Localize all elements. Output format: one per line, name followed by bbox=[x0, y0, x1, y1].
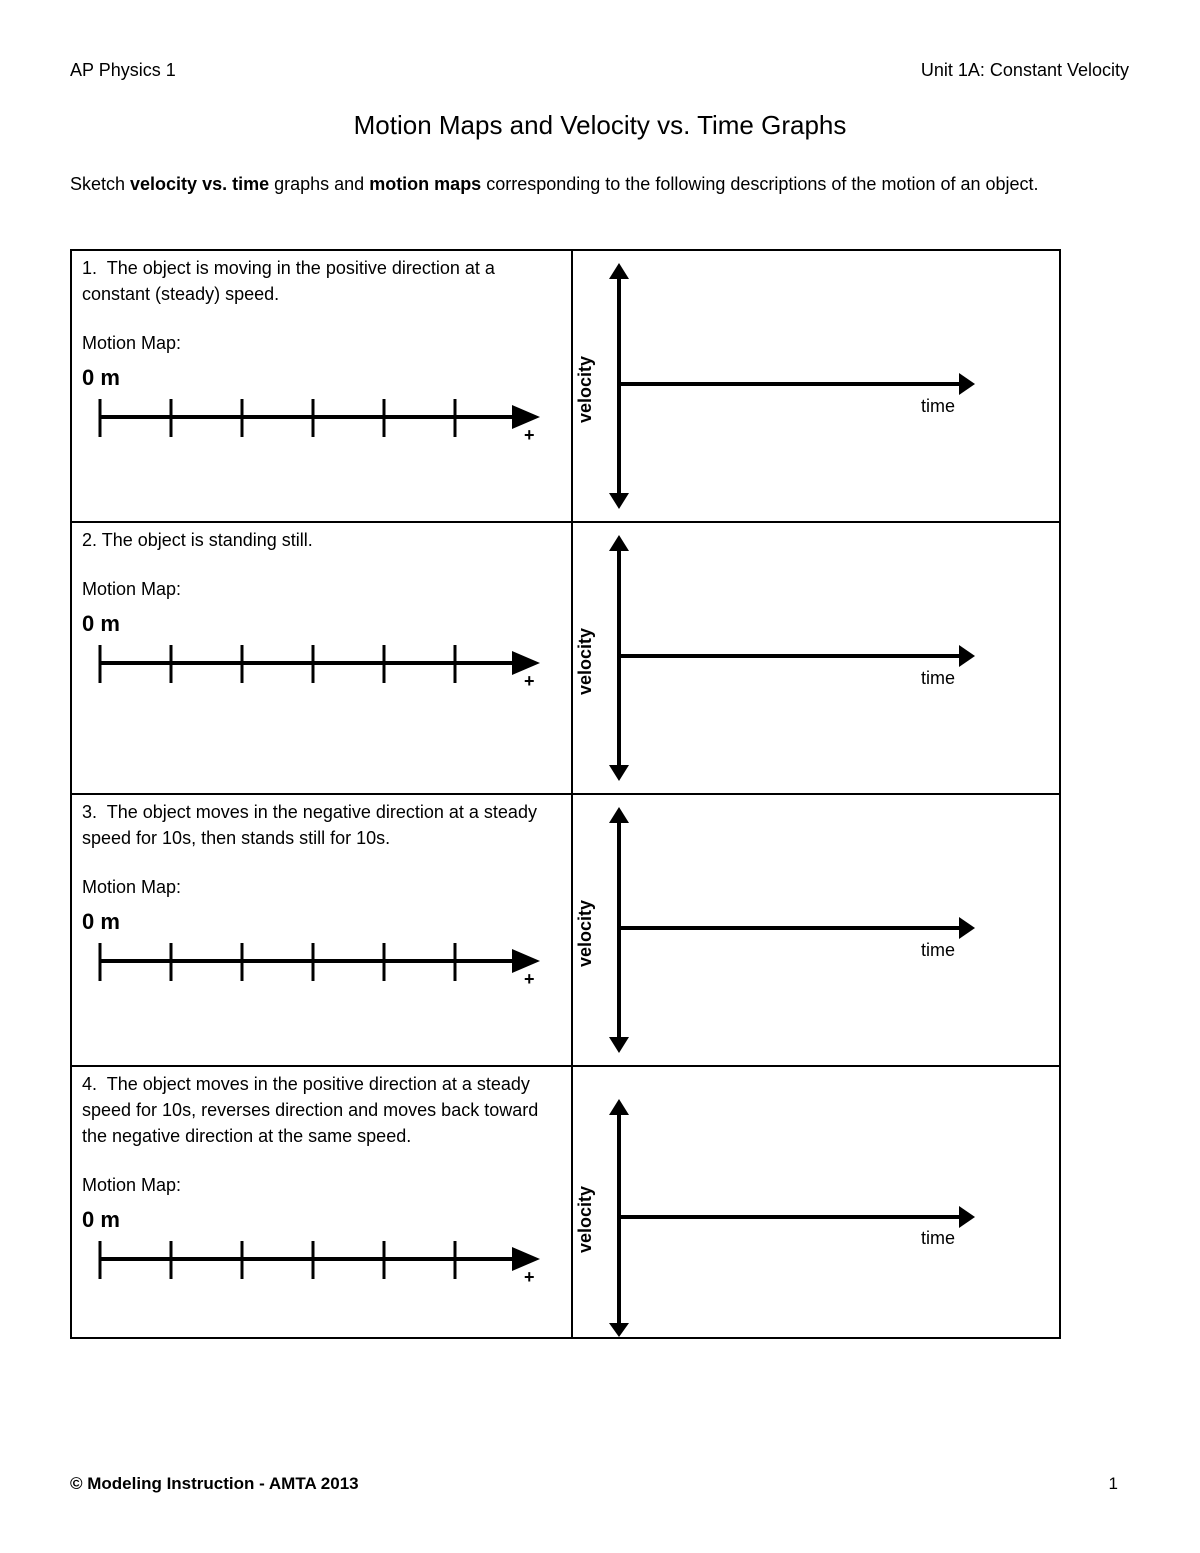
time-axis-label: time bbox=[920, 668, 955, 688]
problem-text: 4. The object moves in the positive direction at a steady speed for 10s, reverses direction and moves back toward the negative direction at the same speed. bbox=[82, 1074, 539, 1146]
problem-cell bbox=[71, 250, 572, 522]
problem-cell bbox=[71, 1066, 572, 1338]
origin-label: 0 m bbox=[82, 1207, 120, 1232]
motion-map-axis[interactable] bbox=[92, 641, 562, 691]
motion-map-label: Motion Map: bbox=[82, 877, 182, 897]
graph-cell[interactable] bbox=[572, 794, 1060, 1066]
velocity-axis-label: velocity bbox=[574, 627, 595, 695]
time-axis-label: time bbox=[920, 940, 955, 960]
graph-cell[interactable] bbox=[572, 1066, 1060, 1338]
positive-label: + bbox=[524, 1267, 535, 1287]
problem-cell bbox=[71, 522, 572, 794]
motion-map-label: Motion Map: bbox=[82, 333, 182, 353]
motion-map-axis[interactable] bbox=[92, 939, 562, 989]
problem-row bbox=[71, 522, 1060, 794]
copyright: © Modeling Instruction - AMTA 2013 bbox=[70, 1474, 359, 1493]
positive-label: + bbox=[524, 671, 535, 691]
origin-label: 0 m bbox=[82, 909, 120, 934]
graph-cell[interactable] bbox=[572, 522, 1060, 794]
velocity-time-axes bbox=[573, 251, 1060, 521]
velocity-time-axes bbox=[573, 1067, 1060, 1337]
velocity-axis-label: velocity bbox=[574, 1185, 595, 1253]
velocity-time-axes bbox=[573, 795, 1060, 1065]
graph-cell[interactable] bbox=[572, 250, 1060, 522]
positive-label: + bbox=[524, 425, 535, 445]
velocity-time-axes bbox=[573, 523, 1060, 793]
velocity-axis-label: velocity bbox=[574, 355, 595, 423]
page-number: 1 bbox=[1108, 1474, 1118, 1493]
time-axis-label: time bbox=[920, 396, 955, 416]
origin-label: 0 m bbox=[82, 611, 120, 636]
time-axis-label: time bbox=[920, 1228, 955, 1248]
motion-map-axis[interactable] bbox=[92, 395, 562, 445]
motion-map-axis[interactable] bbox=[92, 1237, 562, 1287]
velocity-axis-label: velocity bbox=[574, 899, 595, 967]
problem-text: 1. The object is moving in the positive direction at a constant (steady) speed. bbox=[82, 258, 495, 304]
problem-row bbox=[71, 794, 1060, 1066]
problem-row bbox=[71, 250, 1060, 522]
page-title: Motion Maps and Velocity vs. Time Graphs bbox=[353, 110, 847, 140]
motion-map-label: Motion Map: bbox=[82, 579, 182, 599]
problem-row bbox=[71, 1066, 1060, 1338]
course-name: AP Physics 1 bbox=[70, 60, 176, 80]
motion-map-label: Motion Map: bbox=[82, 1175, 182, 1195]
problem-cell bbox=[71, 794, 572, 1066]
problem-text: 2. The object is standing still. bbox=[82, 530, 313, 550]
positive-label: + bbox=[524, 969, 535, 989]
instructions: Sketch velocity vs. time graphs and motion maps corresponding to the following descriptions of the motion of an object. bbox=[70, 174, 1039, 194]
worksheet-table bbox=[70, 249, 1061, 1339]
origin-label: 0 m bbox=[82, 365, 120, 390]
problem-text: 3. The object moves in the negative direction at a steady speed for 10s, then stands still for 10s. bbox=[82, 802, 537, 848]
unit-name: Unit 1A: Constant Velocity bbox=[920, 60, 1129, 80]
